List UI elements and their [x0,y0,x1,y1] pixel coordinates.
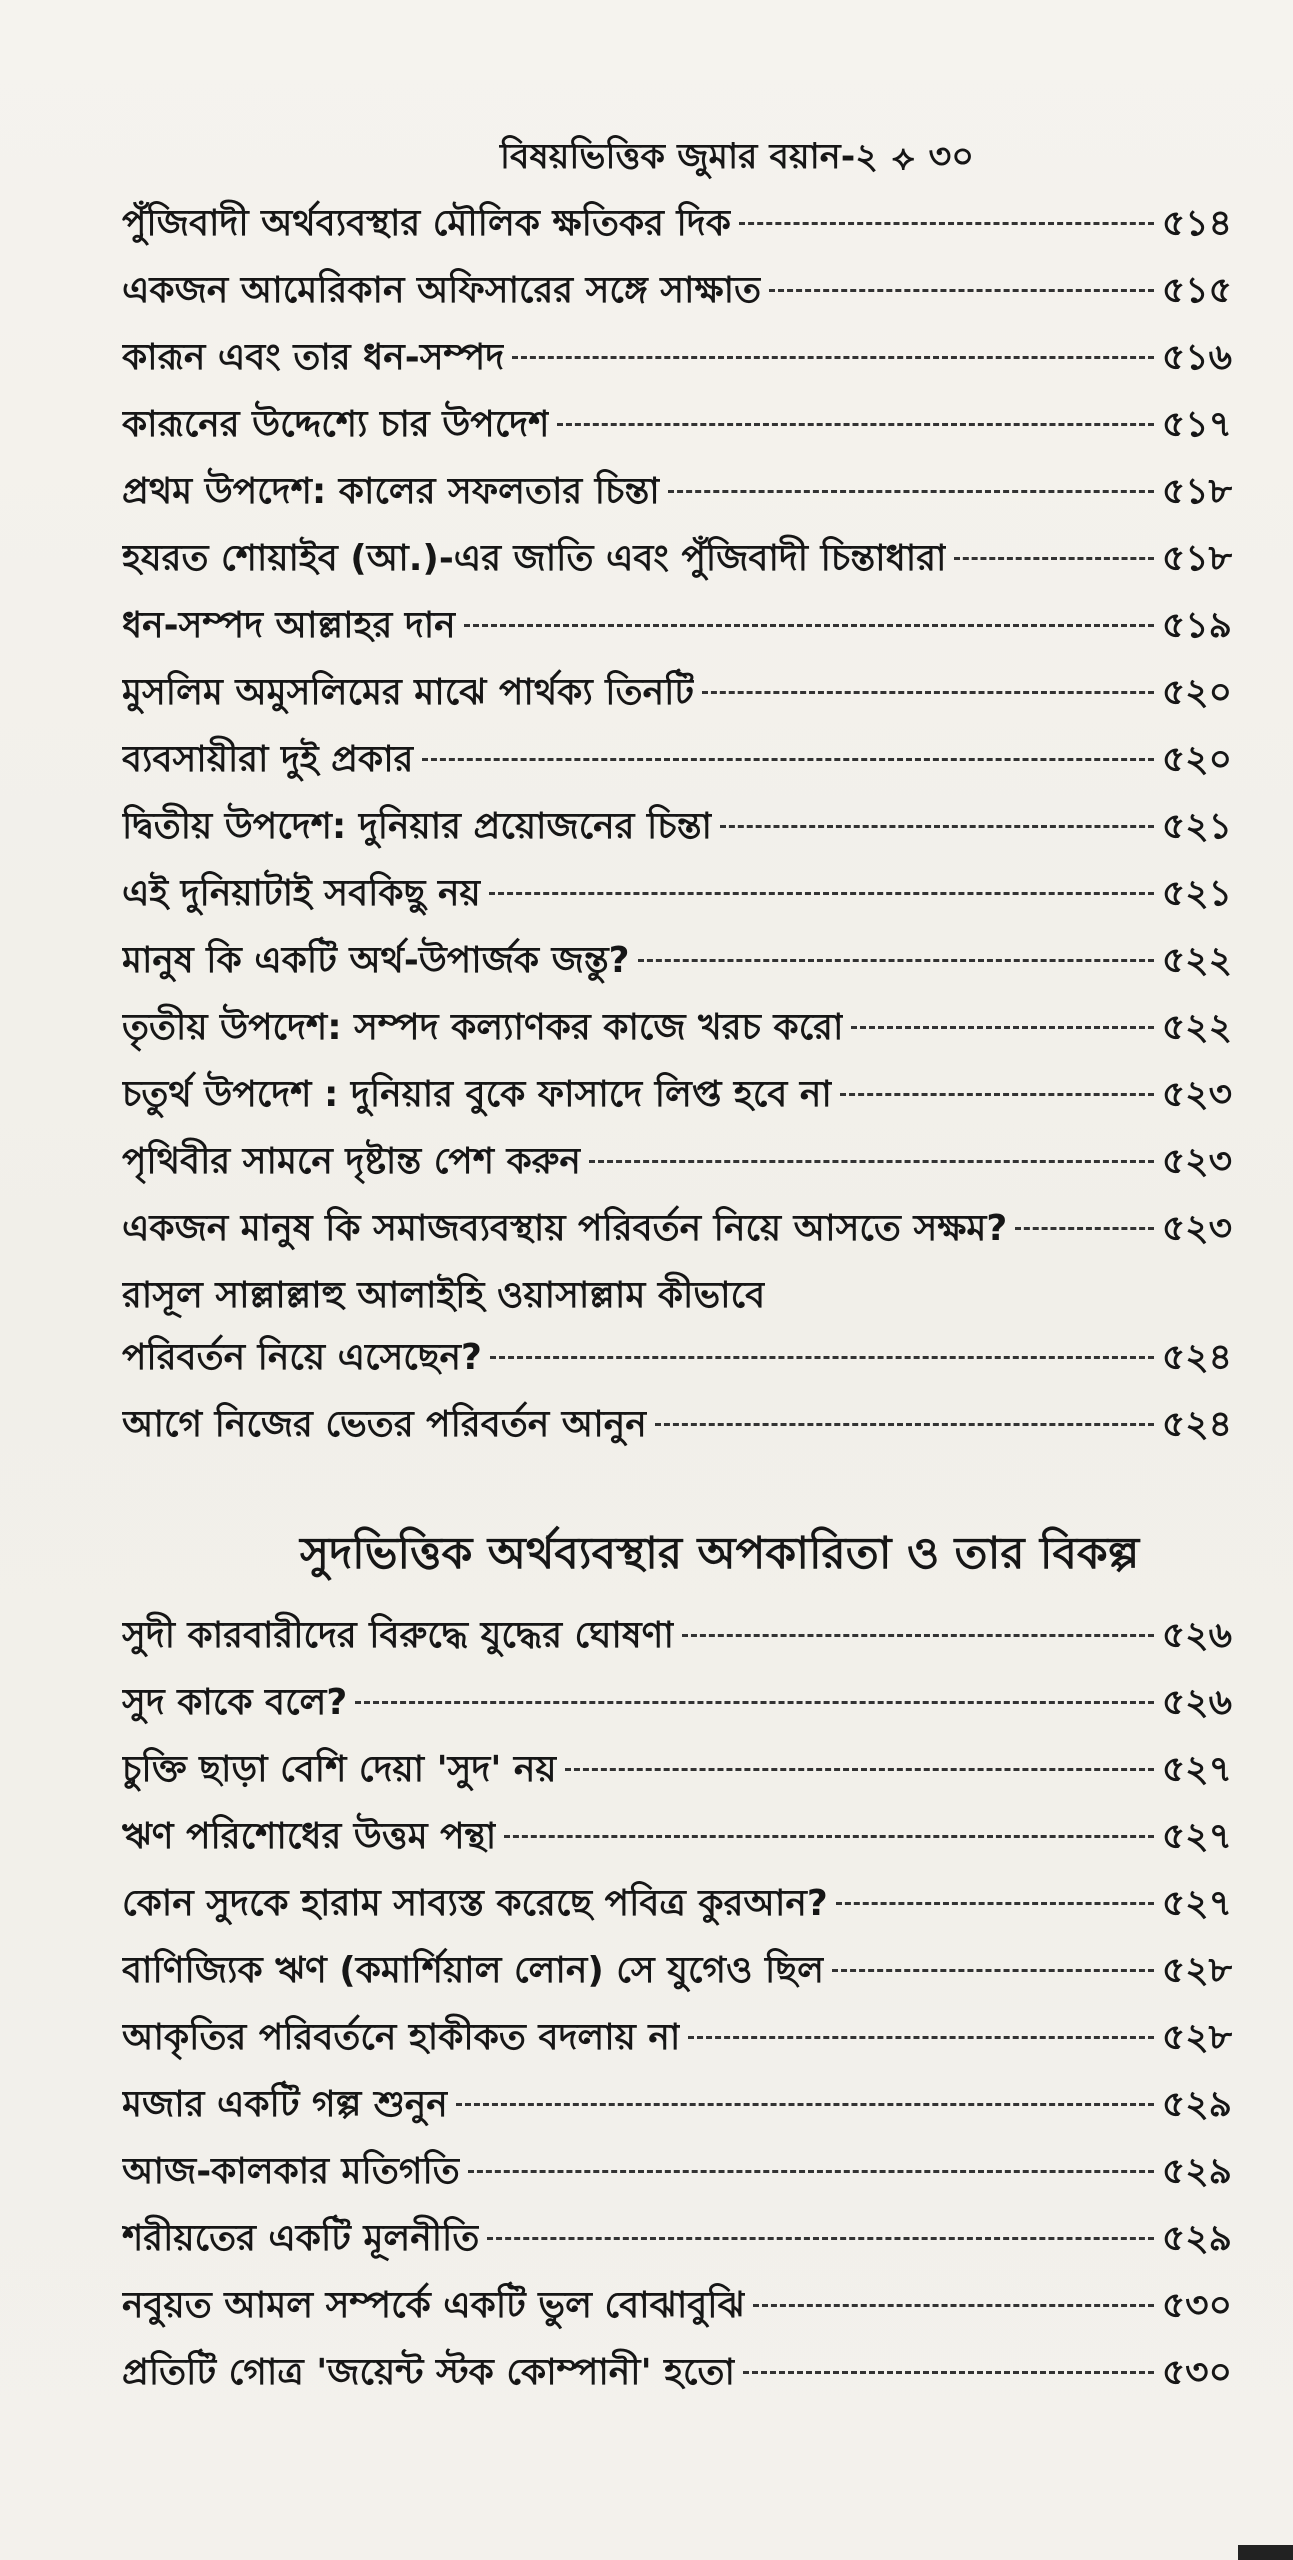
toc-entry[interactable]: কারূনের উদ্দেশ্যে চার উপদেশ ৫১৭ [122,404,1232,445]
toc-entry[interactable]: ব্যবসায়ীরা দুই প্রকার ৫২০ [122,739,1232,780]
toc-entry[interactable]: আগে নিজের ভেতর পরিবর্তন আনুন ৫২৪ [122,1404,1232,1445]
toc-entry[interactable]: মানুষ কি একটি অর্থ-উপার্জক জন্তু? ৫২২ [122,940,1232,981]
toc-entry[interactable]: দ্বিতীয় উপদেশ: দুনিয়ার প্রয়োজনের চিন্তা ৫২১ [122,806,1232,847]
toc-entry[interactable]: শরীয়তের একটি মূলনীতি ৫২৯ [122,2218,1232,2259]
toc-entry[interactable]: চতুর্থ উপদেশ : দুনিয়ার বুকে ফাসাদে লিপ্ত হবে না ৫২৩ [122,1074,1232,1115]
toc-entry[interactable]: পুঁজিবাদী অর্থব্যবস্থার মৌলিক ক্ষতিকর দিক ৫১৪ [122,203,1232,244]
toc-part-2 [122,1608,1232,2412]
toc-entry[interactable]: মজার একটি গল্প শুনুন ৫২৯ [122,2084,1232,2125]
toc-entry[interactable]: আকৃতির পরিবর্তনে হাকীকত বদলায় না ৫২৮ [122,2017,1232,2058]
toc-entry[interactable]: তৃতীয় উপদেশ: সম্পদ কল্যাণকর কাজে খরচ করো ৫২২ [122,1007,1232,1048]
toc-entry[interactable]: কারূন এবং তার ধন-সম্পদ ৫১৬ [122,337,1232,378]
toc-entry[interactable]: নবুয়ত আমল সম্পর্কে একটি ভুল বোঝাবুঝি ৫৩০ [122,2285,1232,2326]
toc-entry[interactable]: আজ-কালকার মতিগতি ৫২৯ [122,2151,1232,2192]
toc-entry[interactable]: পরিবর্তন নিয়ে এসেছেন? ৫২৪ [122,1337,1232,1378]
toc-entry[interactable]: প্রথম উপদেশ: কালের সফলতার চিন্তা ৫১৮ [122,471,1232,512]
toc-entry[interactable]: সুদ কাকে বলে? ৫২৬ [122,1682,1232,1723]
toc-entry[interactable]: হযরত শোয়াইব (আ.)-এর জাতি এবং পুঁজিবাদী চিন্তাধারা ৫১৮ [122,538,1232,579]
section-heading: সুদভিত্তিক অর্থব্যবস্থার অপকারিতা ও তার বিকল্প [300,1528,1140,1579]
toc-entry[interactable]: বাণিজ্যিক ঋণ (কমার্শিয়াল লোন) সে যুগেও ছিল ৫২৮ [122,1950,1232,1991]
toc-entry[interactable]: এই দুনিয়াটাই সবকিছু নয় ৫২১ [122,873,1232,914]
toc-entry-continued-line[interactable]: রাসূল সাল্লাল্লাহু আলাইহি ওয়াসাল্লাম কীভাবে [122,1275,766,1316]
toc-entry[interactable]: পৃথিবীর সামনে দৃষ্টান্ত পেশ করুন ৫২৩ [122,1141,1232,1182]
book-title: বিষয়ভিত্তিক জুমার বয়ান-২ [500,136,878,177]
toc-entry[interactable]: মুসলিম অমুসলিমের মাঝে পার্থক্য তিনটি ৫২০ [122,672,1232,713]
diamond-icon: ⟡ [891,138,915,178]
toc-entry[interactable]: সুদী কারবারীদের বিরুদ্ধে যুদ্ধের ঘোষণা ৫২৬ [122,1615,1232,1656]
toc-entry[interactable]: চুক্তি ছাড়া বেশি দেয়া 'সুদ' নয় ৫২৭ [122,1749,1232,1790]
running-head [500,128,1020,188]
page-number: ৩০ [928,136,974,177]
toc-entry[interactable]: প্রতিটি গোত্র 'জয়েন্ট স্টক কোম্পানী' হতো ৫৩০ [122,2352,1232,2393]
toc-entry[interactable]: একজন মানুষ কি সমাজব্যবস্থায় পরিবর্তন নিয়ে আসতে সক্ষম? ৫২৩ [122,1208,1232,1249]
toc-entry[interactable]: ঋণ পরিশোধের উত্তম পন্থা ৫২৭ [122,1816,1232,1857]
toc-part-1 [122,196,1232,1464]
page-edge-mark [1238,2545,1293,2560]
toc-entry[interactable]: একজন আমেরিকান অফিসারের সঙ্গে সাক্ষাত ৫১৫ [122,270,1232,311]
toc-entry[interactable]: ধন-সম্পদ আল্লাহর দান ৫১৯ [122,605,1232,646]
toc-entry[interactable]: কোন সুদকে হারাম সাব্যস্ত করেছে পবিত্র কুরআন? ৫২৭ [122,1883,1232,1924]
